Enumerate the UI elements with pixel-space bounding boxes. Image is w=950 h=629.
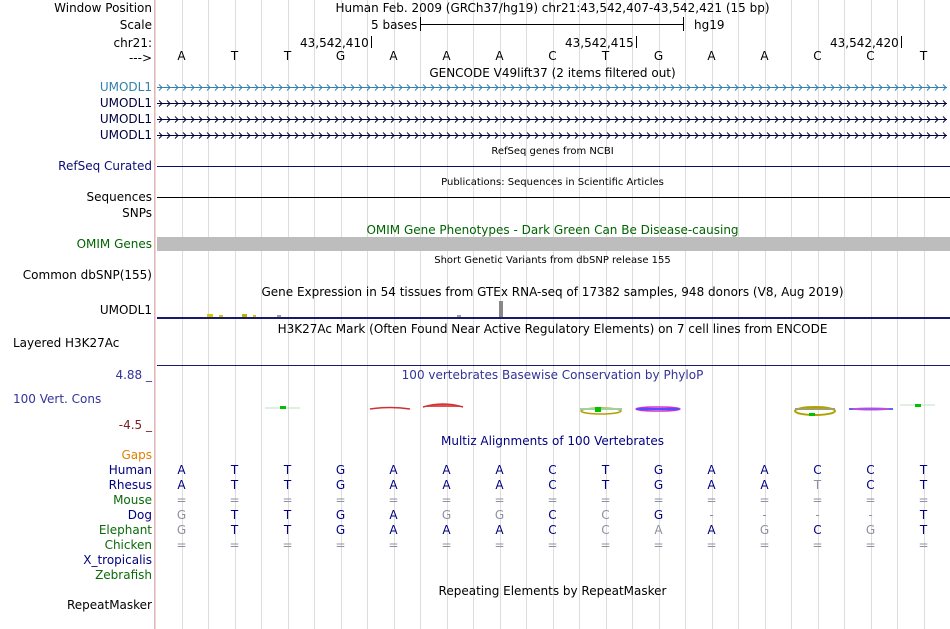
alignment-base: G bbox=[176, 523, 187, 537]
alignment-base: T bbox=[601, 478, 610, 492]
alignment-base: T bbox=[230, 508, 239, 522]
reference-base: A bbox=[707, 49, 716, 63]
alignment-base: G bbox=[759, 523, 770, 537]
dbsnp-track-title: Short Genetic Variants from dbSNP release 155 bbox=[434, 255, 671, 266]
dbsnp-label[interactable]: Common dbSNP(155) bbox=[22, 268, 152, 282]
gencode-track-title: GENCODE V49lift37 (2 items filtered out) bbox=[429, 66, 676, 80]
alignment-base: = bbox=[600, 538, 611, 552]
alignment-base: A bbox=[495, 463, 504, 477]
alignment-base: T bbox=[283, 478, 292, 492]
alignment-base: G bbox=[176, 508, 187, 522]
alignment-base: C bbox=[601, 508, 610, 522]
species-label[interactable]: Chicken bbox=[104, 538, 152, 552]
alignment-base: - bbox=[868, 508, 873, 522]
alignment-base: G bbox=[653, 463, 664, 477]
alignment-base: = bbox=[229, 493, 240, 507]
coord-tick-1: 43,542,410 bbox=[300, 36, 372, 50]
alignment-base: A bbox=[389, 508, 398, 522]
alignment-base: = bbox=[282, 493, 293, 507]
alignment-base: A bbox=[707, 463, 716, 477]
alignment-base: = bbox=[918, 538, 929, 552]
reference-base: C bbox=[866, 49, 875, 63]
scale-label: Scale bbox=[119, 18, 152, 32]
alignment-base: C bbox=[866, 478, 875, 492]
reference-base: G bbox=[653, 49, 664, 63]
reference-base: C bbox=[813, 49, 822, 63]
alignment-base: = bbox=[653, 493, 664, 507]
alignment-base: = bbox=[653, 538, 664, 552]
omim-bar[interactable] bbox=[157, 237, 950, 251]
alignment-base: A bbox=[760, 478, 769, 492]
scale-db-label: hg19 bbox=[694, 18, 725, 32]
reference-base: A bbox=[389, 49, 398, 63]
h3k27ac-track-title: H3K27Ac Mark (Often Found Near Active Regulatory Elements) on 7 cell lines from ENCODE bbox=[277, 322, 828, 336]
publications-track-title: Publications: Sequences in Scientific Articles bbox=[441, 177, 664, 188]
alignment-base: T bbox=[283, 508, 292, 522]
alignment-base: A bbox=[495, 478, 504, 492]
alignment-base: = bbox=[441, 493, 452, 507]
gencode-transcript[interactable] bbox=[157, 98, 947, 109]
gencode-transcript[interactable] bbox=[157, 114, 947, 125]
alignment-base: C bbox=[601, 523, 610, 537]
alignment-base: A bbox=[707, 478, 716, 492]
cons-max-label: 4.88 _ bbox=[115, 368, 152, 382]
cons-min-label: -4.5 _ bbox=[118, 418, 152, 432]
reference-base: T bbox=[283, 49, 292, 63]
coord-tick-3: 43,542,420 bbox=[830, 36, 902, 50]
alignment-base: - bbox=[709, 508, 714, 522]
alignment-base: = bbox=[759, 538, 770, 552]
alignment-base: G bbox=[653, 478, 664, 492]
alignment-base: T bbox=[813, 478, 822, 492]
reference-base: A bbox=[760, 49, 769, 63]
reference-base: C bbox=[548, 49, 557, 63]
h3k27ac-label[interactable]: Layered H3K27Ac bbox=[13, 336, 120, 350]
publications-line[interactable] bbox=[157, 197, 950, 198]
reference-base: A bbox=[177, 49, 186, 63]
alignment-base: C bbox=[866, 463, 875, 477]
alignment-base: T bbox=[919, 523, 928, 537]
reference-base: A bbox=[495, 49, 504, 63]
gtex-expression-graph[interactable] bbox=[157, 301, 950, 319]
alignment-base: = bbox=[282, 538, 293, 552]
alignment-base: = bbox=[229, 538, 240, 552]
alignment-base: = bbox=[494, 493, 505, 507]
alignment-base: = bbox=[706, 493, 717, 507]
alignment-base: C bbox=[548, 463, 557, 477]
reference-base: A bbox=[442, 49, 451, 63]
alignment-base: = bbox=[335, 493, 346, 507]
alignment-base: G bbox=[653, 508, 664, 522]
alignment-base: A bbox=[442, 463, 451, 477]
alignment-base: A bbox=[654, 523, 663, 537]
species-label[interactable]: X_tropicalis bbox=[83, 553, 152, 567]
reference-base: T bbox=[919, 49, 928, 63]
gencode-transcript[interactable] bbox=[157, 130, 947, 141]
alignment-base: G bbox=[335, 463, 346, 477]
omim-track-title: OMIM Gene Phenotypes - Dark Green Can Be Disease-causing bbox=[366, 223, 739, 237]
alignment-base: T bbox=[601, 463, 610, 477]
snps-label[interactable]: SNPs bbox=[122, 206, 152, 220]
gtex-label[interactable]: UMODL1 bbox=[99, 303, 152, 317]
species-label[interactable]: Rhesus bbox=[108, 478, 152, 492]
alignment-base: G bbox=[335, 508, 346, 522]
alignment-base: = bbox=[865, 538, 876, 552]
species-label[interactable]: Dog bbox=[127, 508, 152, 522]
reference-base: T bbox=[230, 49, 239, 63]
strand-arrow-label: ---> bbox=[128, 51, 152, 65]
h3k27ac-baseline[interactable] bbox=[157, 365, 950, 366]
chrom-label: chr21: bbox=[113, 36, 152, 50]
sequences-label[interactable]: Sequences bbox=[86, 190, 152, 204]
gtex-track-title: Gene Expression in 54 tissues from GTEx RNA-seq of 17382 samples, 948 donors (V8, Aug 2019) bbox=[261, 285, 844, 299]
alignment-base: = bbox=[812, 538, 823, 552]
reference-base: T bbox=[601, 49, 610, 63]
alignment-base: G bbox=[441, 508, 452, 522]
gencode-item-label-4[interactable]: UMODL1 bbox=[99, 128, 152, 142]
alignment-base: C bbox=[813, 463, 822, 477]
gencode-item-label-3[interactable]: UMODL1 bbox=[99, 112, 152, 126]
alignment-base: T bbox=[230, 478, 239, 492]
alignment-base: A bbox=[442, 478, 451, 492]
alignment-base: = bbox=[494, 538, 505, 552]
refseq-track-title: RefSeq genes from NCBI bbox=[491, 146, 614, 157]
alignment-base: = bbox=[547, 493, 558, 507]
alignment-base: = bbox=[547, 538, 558, 552]
alignment-base: A bbox=[760, 463, 769, 477]
position-title: Human Feb. 2009 (GRCh37/hg19) chr21:43,542,407-43,542,421 (15 bp) bbox=[335, 1, 770, 15]
alignment-base: T bbox=[230, 463, 239, 477]
species-label[interactable]: Human bbox=[108, 463, 152, 477]
alignment-base: A bbox=[177, 463, 186, 477]
alignment-base: = bbox=[441, 538, 452, 552]
alignment-base: - bbox=[762, 508, 767, 522]
gridline bbox=[155, 0, 156, 629]
alignment-base: = bbox=[759, 493, 770, 507]
scale-bar bbox=[420, 17, 684, 31]
alignment-base: = bbox=[388, 493, 399, 507]
species-label[interactable]: Zebrafish bbox=[95, 568, 152, 582]
alignment-base: G bbox=[335, 478, 346, 492]
gencode-item-label-1[interactable]: UMODL1 bbox=[99, 80, 152, 94]
alignment-base: T bbox=[919, 508, 928, 522]
gencode-item-label-2[interactable]: UMODL1 bbox=[99, 96, 152, 110]
alignment-base: = bbox=[600, 493, 611, 507]
alignment-base: = bbox=[176, 493, 187, 507]
alignment-base: A bbox=[495, 523, 504, 537]
alignment-base: T bbox=[919, 478, 928, 492]
species-label[interactable]: Elephant bbox=[98, 523, 152, 537]
multiz-track-title: Multiz Alignments of 100 Vertebrates bbox=[440, 434, 665, 448]
alignment-base: = bbox=[865, 493, 876, 507]
scale-bar-text: 5 bases bbox=[371, 18, 418, 32]
alignment-base: G bbox=[494, 508, 505, 522]
coord-tick-2: 43,542,415 bbox=[565, 36, 637, 50]
alignment-base: A bbox=[707, 523, 716, 537]
gencode-transcript[interactable] bbox=[157, 82, 947, 93]
alignment-base: A bbox=[389, 463, 398, 477]
alignment-base: A bbox=[389, 478, 398, 492]
gaps-label: Gaps bbox=[121, 448, 152, 462]
alignment-base: A bbox=[389, 523, 398, 537]
alignment-base: G bbox=[865, 523, 876, 537]
alignment-base: = bbox=[918, 493, 929, 507]
refseq-label[interactable]: RefSeq Curated bbox=[58, 159, 152, 173]
alignment-base: = bbox=[812, 493, 823, 507]
species-label[interactable]: Mouse bbox=[113, 493, 152, 507]
cons-track-title: 100 vertebrates Basewise Conservation by PhyloP bbox=[401, 368, 704, 382]
alignment-base: A bbox=[442, 523, 451, 537]
repeatmasker-track-title: Repeating Elements by RepeatMasker bbox=[438, 584, 667, 598]
alignment-base: C bbox=[548, 478, 557, 492]
alignment-base: T bbox=[283, 463, 292, 477]
repeatmasker-label[interactable]: RepeatMasker bbox=[66, 598, 152, 612]
alignment-base: C bbox=[813, 523, 822, 537]
alignment-base: T bbox=[919, 463, 928, 477]
alignment-base: = bbox=[176, 538, 187, 552]
reference-base: G bbox=[335, 49, 346, 63]
alignment-base: A bbox=[177, 478, 186, 492]
omim-label[interactable]: OMIM Genes bbox=[76, 237, 152, 251]
alignment-base: = bbox=[335, 538, 346, 552]
alignment-base: T bbox=[283, 523, 292, 537]
alignment-base: C bbox=[548, 508, 557, 522]
alignment-base: C bbox=[548, 523, 557, 537]
alignment-base: = bbox=[388, 538, 399, 552]
alignment-base: G bbox=[335, 523, 346, 537]
window-position-label: Window Position bbox=[54, 1, 152, 15]
alignment-base: - bbox=[815, 508, 820, 522]
alignment-base: T bbox=[230, 523, 239, 537]
cons-label[interactable]: 100 Vert. Cons bbox=[13, 392, 102, 406]
cons-graph[interactable] bbox=[155, 395, 950, 420]
refseq-gene-line[interactable] bbox=[157, 166, 950, 167]
alignment-base: = bbox=[706, 538, 717, 552]
